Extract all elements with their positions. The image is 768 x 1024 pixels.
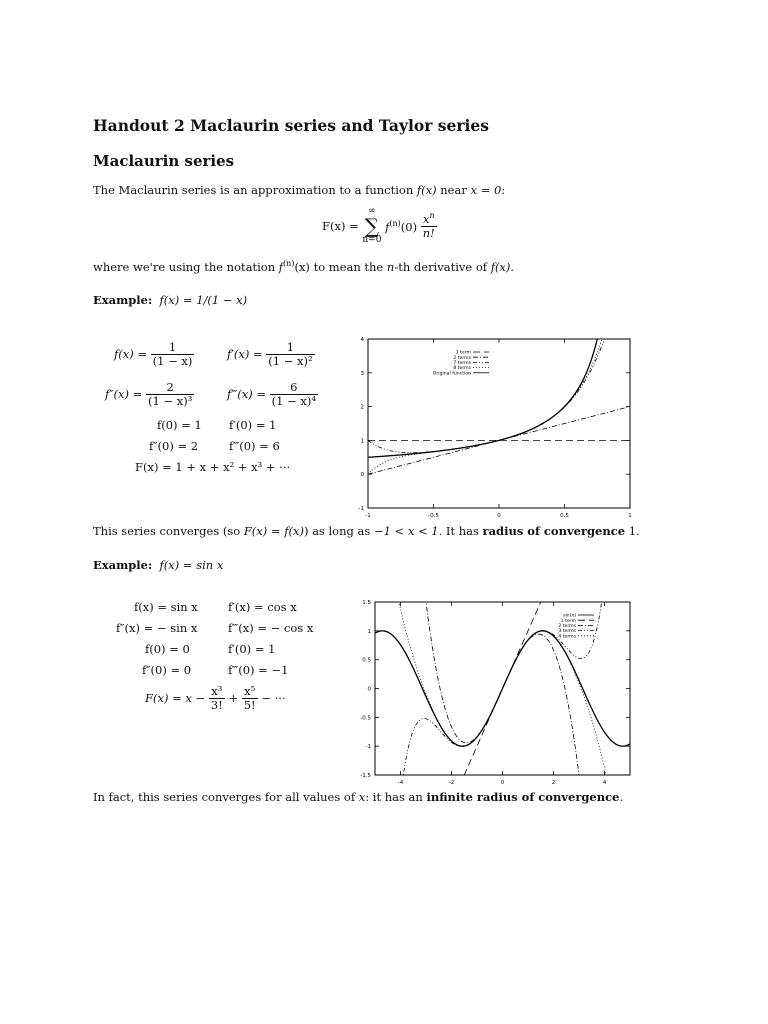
example2-heading [93,558,223,572]
formula-lhs: F(x) = [322,219,359,233]
legend-label-4: Original function [432,371,471,377]
plot-series-group [375,595,630,785]
ex1-fpp-row [105,381,194,407]
ex2-conc-end: . [619,790,624,804]
legend-label-3: 8 terms [453,366,471,372]
y-tick-label: 0 [367,686,371,693]
legend-label-0: sin(x) [563,613,576,619]
plot1-svg [345,327,640,525]
plot-frame [368,339,630,508]
ex1-fp0: f′(0) = 1 [229,418,277,432]
page-title: Handout 2 Maclaurin series and Taylor series [93,116,489,135]
ex2-frac1 [209,685,225,711]
x-tick-label: -4 [397,780,404,785]
legend-label-2: 7 terms [453,361,471,366]
ex2-l1a: f(x) = sin x [134,600,198,614]
x-tick-label: 1 [628,513,632,519]
notation-n: n [386,259,395,274]
legend-label-3: 3 terms [558,629,576,635]
y-tick-label: -1.5 [360,773,371,779]
plot-sine-series [340,595,640,785]
notation-arg: (x) [294,259,310,274]
legend-label-4: 4 terms [558,634,576,640]
notation-mid2: -th derivative of [394,259,491,274]
ex1-fpp-num: 2 [146,381,194,395]
y-tick-label: 1.5 [362,600,371,606]
notation-paragraph [93,259,514,274]
y-tick-label: -1 [365,744,371,751]
ex2-conc-mid: : it has an [365,790,427,804]
x-tick-label: -1 [365,513,371,519]
series-line-2 [368,327,629,453]
plot2-svg [340,595,640,785]
intro-paragraph [93,183,505,197]
ex1-fpp-den: (1 − x)³ [147,393,193,408]
example2-func: f(x) = sin x [159,558,224,572]
ex2-l2b: f‴(x) = − cos x [228,621,314,635]
example2-label: Example: [93,558,153,572]
ex1-conc-eq: F(x) = f(x) [243,524,304,538]
sum-symbol [362,207,381,245]
ex1-fp-frac [266,341,314,367]
intro-x0: x = 0 [470,183,502,197]
ex2-l3a: f(0) = 0 [145,642,190,656]
maclaurin-formula [322,207,437,245]
ex1-f0: f(0) = 1 [157,418,202,432]
ex1-conclusion [93,524,640,538]
ex1-fpp-lhs: f″(x) = [105,387,143,402]
intro-text-end: : [501,183,506,197]
example1-label: Example: [93,293,153,307]
notation-end: . [510,259,515,274]
ex1-series: F(x) = 1 + x + x² + x³ + ··· [135,460,291,474]
x-tick-label: -0.5 [428,513,439,519]
ex2-frac1-num: x³ [209,685,225,699]
den-n: n! [422,225,435,240]
term-arg: (0) [400,219,418,234]
term-f: f [385,219,390,234]
notation-f: f [278,259,284,274]
ex1-fppp0: f‴(0) = 6 [229,439,280,453]
notation-mid: to mean the [309,259,387,274]
legend-label-1: 2 terms [453,355,471,361]
ex1-fp-num: 1 [266,341,314,355]
ex1-conc-mid2: . It has [438,524,483,538]
ex1-conc-text: This series converges (so [93,524,244,538]
example1-func: f(x) = 1/(1 − x) [159,293,248,307]
ex1-fpp-frac [146,381,194,407]
ex2-l1b: f′(x) = cos x [228,600,297,614]
ex1-fppp-den: (1 − x)⁴ [271,393,316,408]
ex2-l4b: f‴(0) = −1 [228,663,289,677]
ex2-frac2-num: x⁵ [242,685,258,699]
formula-term [385,219,417,234]
x-tick-label: 2 [551,780,556,785]
ex1-f-lhs: f(x) = [114,347,148,362]
y-tick-label: 3 [360,370,364,377]
y-tick-label: 4 [360,337,364,343]
ex1-f-den: (1 − x) [152,353,193,368]
plot-geometric-series [345,327,640,525]
ex1-f-row [114,341,194,367]
x-tick-label: 0 [497,513,501,519]
notation-sup: (n) [283,259,295,268]
plot-series-group [368,327,629,474]
x-tick-label: 0.5 [560,513,569,519]
ex2-l3b: f′(0) = 1 [228,642,276,656]
intro-text-mid: near [436,183,471,197]
ex1-conc-end: 1. [625,524,640,538]
notation-text: where we're using the notation [93,259,279,274]
ex1-f-num: 1 [151,341,195,355]
ex2-l4a: f″(0) = 0 [142,663,192,677]
sum-sign: ∑ [364,214,380,238]
ex1-conc-range: −1 < x < 1 [373,524,439,538]
series-line-3 [368,327,629,474]
ex1-fppp-row [227,381,318,407]
ex2-conc-bold: infinite radius of convergence [426,790,620,804]
ex1-f-frac [151,341,195,367]
intro-fx: f(x) [416,183,437,197]
formula-fraction [421,212,437,239]
legend-label-1: 1 term [560,618,576,624]
ex1-fpp0: f″(0) = 2 [149,439,199,453]
y-tick-label: 0 [360,472,364,479]
x-tick-label: -2 [448,780,455,785]
ex1-conc-bold: radius of convergence [482,524,626,538]
ex1-conc-mid: ) as long as [303,524,374,538]
ex2-frac1-den: 3! [210,697,223,712]
ex2-series-lhs: F(x) = x − [145,691,206,706]
legend-label-2: 2 terms [558,624,576,629]
legend-label-0: 1 term [455,350,471,356]
ex2-l2a: f″(x) = − sin x [116,621,198,635]
y-tick-label: -0.5 [360,715,371,722]
y-tick-label: 1 [360,438,364,445]
fraction-den [421,227,437,240]
intro-text: The Maclaurin series is an approximation to a function [93,183,417,197]
x-tick-label: 0 [500,780,505,785]
ex1-fp-den: (1 − x)² [268,353,313,368]
ex2-frac2-den: 5! [243,697,256,712]
ex1-fppp-frac [270,381,318,407]
notation-fx: f(x) [490,259,511,274]
ex2-frac2 [242,685,258,711]
y-tick-label: 0.5 [362,657,371,664]
ex1-fp-lhs: f′(x) = [227,347,263,362]
ex2-tail: − ··· [261,691,286,706]
ex2-conc-text: In fact, this series converges for all values of [93,790,359,804]
ex2-plus: + [228,691,239,706]
x-tick-label: 4 [602,780,607,785]
sum-bottom: n=0 [362,235,382,245]
y-tick-label: 2 [360,404,364,411]
sum-top: ∞ [368,206,376,216]
term-sup: (n) [389,218,401,228]
example1-heading [93,293,247,307]
series-line-4 [368,327,629,457]
section-heading: Maclaurin series [93,152,235,170]
ex1-fppp-num: 6 [270,381,318,395]
y-tick-label: -1 [358,506,364,512]
fraction-num [421,212,437,226]
ex2-conclusion [93,790,623,804]
ex1-fp-row [227,341,315,367]
ex1-fppp-lhs: f‴(x) = [227,387,266,402]
num-sup: n [429,211,435,221]
ex2-series [145,685,286,711]
y-tick-label: 1 [367,628,371,635]
num-x: x [422,212,430,227]
ex2-conc-x: x [358,790,366,804]
